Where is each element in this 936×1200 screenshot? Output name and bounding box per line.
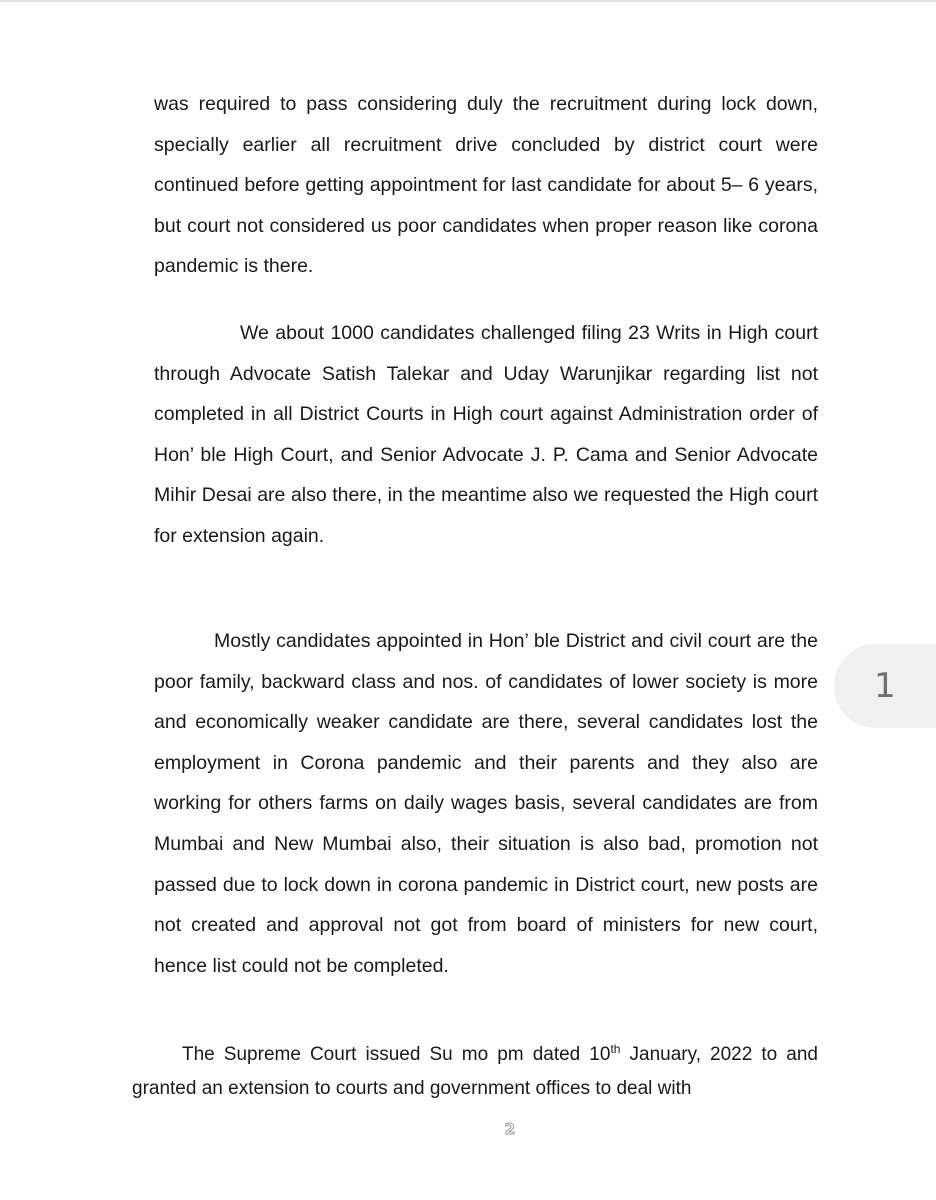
paragraph-4 [132,1038,818,1106]
paragraph-1: was required to pass considering duly the recruitment during lock down, specially earlier all recruitment drive concluded by district court were continued before getting appointment for last candidate for about 5– 6 years, but court not considered us poor candidates when proper reason like corona pandemic is there. [154,93,818,278]
page-indicator[interactable] [834,644,936,728]
page-indicator-number: 1 [874,666,896,706]
ordinal-suffix: th [610,1042,621,1056]
paragraph-4-end: January, 2022 to and granted an extension to courts and government offices to deal with [132,1044,818,1099]
paragraph-3: Mostly candidates appointed in Hon’ ble District and civil court are the poor family, backward class and nos. of candidates of lower society is more and economically weaker candidate are there, several candidates lost the employment in Corona pandemic and their parents and they also are working for others farms on daily wages basis, several candidates are from Mumbai and New Mumbai also, their situation is also bad, promotion not passed due to lock down in corona pandemic in District court, new posts are not created and approval not got from board of ministers for new court, hence list could not be completed. [154,630,818,977]
paragraph-2: We about 1000 candidates challenged filing 23 Writs in High court through Advocate Satish Talekar and Uday Warunjikar regarding list not completed in all District Courts in High court against Administration order of Hon’ ble High Court, and Senior Advocate J. P. Cama and Senior Advocate Mihir Desai are also there, in the meantime also we requested the High court for extension again. [154,322,818,547]
page-number: 2 [504,1120,516,1138]
paragraph-4-start: The Supreme Court issued Su mo pm dated 10 [182,1044,611,1065]
